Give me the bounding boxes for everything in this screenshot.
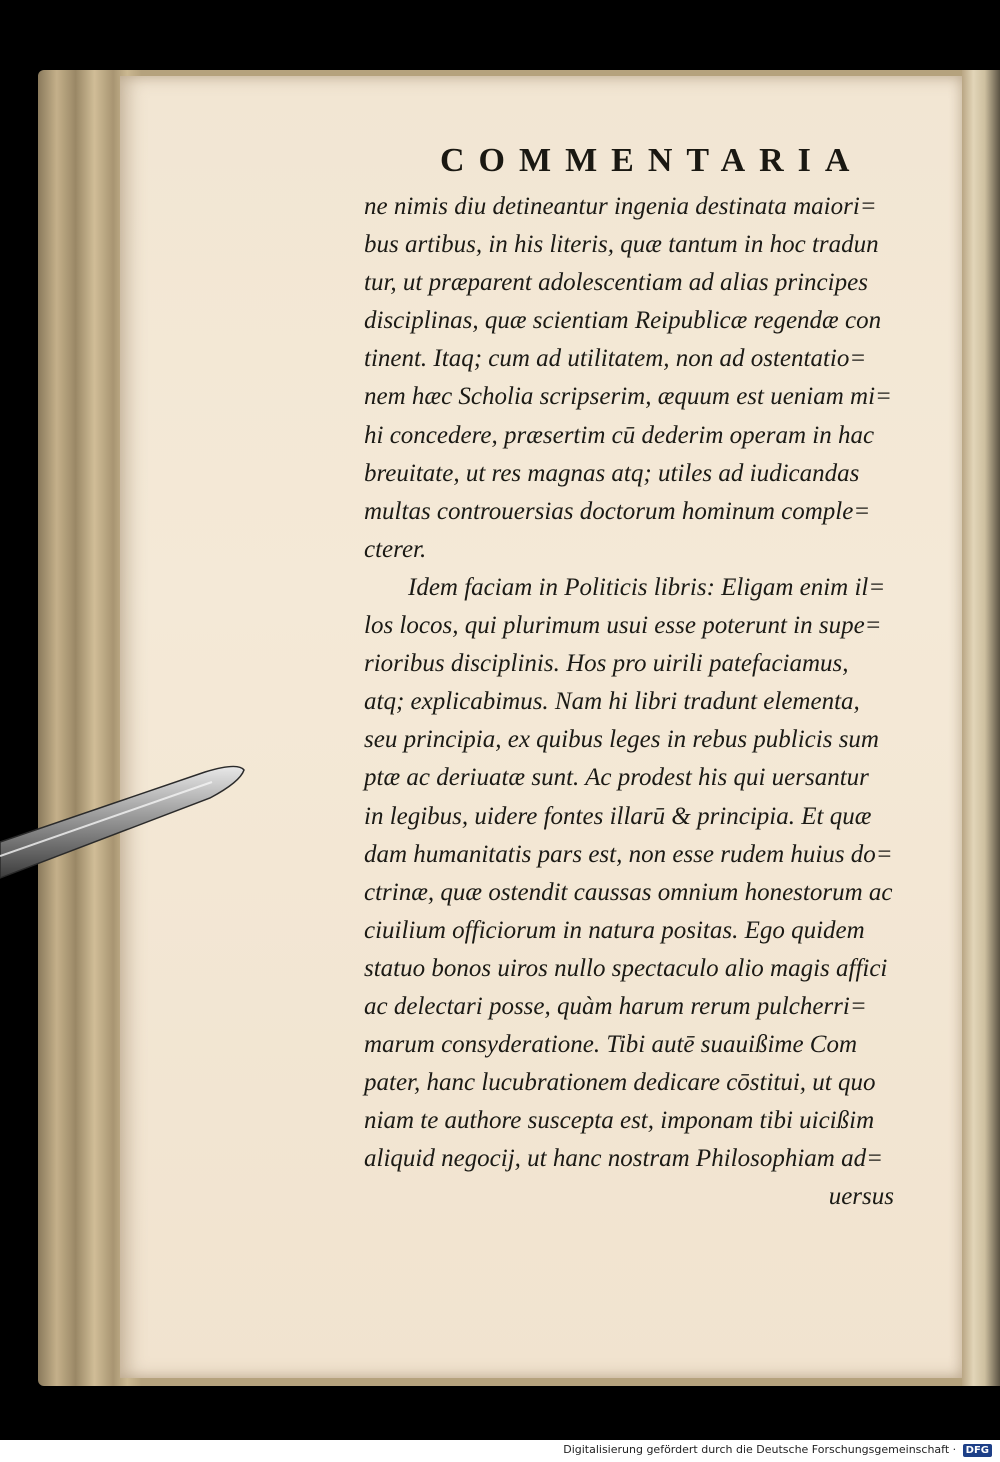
text-line: ne nimis diu detineantur ingenia destinata maiori= [364, 193, 877, 220]
text-line: tinent. Itaq; cum ad utilitatem, non ad ostentatio= [364, 345, 867, 373]
text-line: rioribus disciplinis. Hos pro uirili patefaciamus, [364, 650, 849, 678]
text-line: niam te authore suscepta est, imponam tibi uicißim [364, 1107, 875, 1135]
footer-credit: Digitalisierung gefördert durch die Deutsche Forschungsgemeinschaft · DFG [563, 1443, 992, 1457]
text-line: bus artibus, in his literis, quæ tantum in hoc tradun [364, 231, 879, 259]
text-line: multas controuersias doctorum hominum comple= [364, 497, 871, 525]
text-line: breuitate, ut res magnas atq; utiles ad iudicandas [364, 459, 860, 487]
running-head: COMMENTARIA [440, 142, 864, 179]
text-line: in legibus, uidere fontes illarū & principia. Et quæ [364, 802, 872, 830]
footer-credit-text: Digitalisierung gefördert durch die Deutsche Forschungsgemeinschaft [563, 1443, 950, 1456]
text-line: statuo bonos uiros nullo spectaculo alio magis affici [364, 954, 888, 982]
text-line: Idem faciam in Politicis libris: Eligam enim il= [408, 573, 886, 601]
facing-page-edge [962, 70, 1000, 1386]
text-line: ctrinæ, quæ ostendit caussas omnium honestorum ac [364, 878, 893, 906]
text-line: hi concedere, præsertim cū dederim operam in hac [364, 421, 875, 449]
text-line: seu principia, ex quibus leges in rebus publicis sum [364, 726, 879, 754]
dfg-logo: DFG [963, 1444, 992, 1457]
catchword: uersus [828, 1183, 894, 1211]
text-line: tur, ut præparent adolescentiam ad alias principes [364, 269, 868, 297]
text-line: ptæ ac deriuatæ sunt. Ac prodest his qui uersantur [364, 764, 869, 792]
text-line: cterer. [364, 535, 427, 563]
text-line: disciplinas, quæ scientiam Reipublicæ regendæ con [364, 307, 882, 335]
text-line: los locos, qui plurimum usui esse poterunt in supe= [364, 612, 882, 640]
text-line: ac delectari posse, quàm harum rerum pulcherri= [364, 992, 867, 1020]
book-page [120, 76, 962, 1378]
text-line: marum consyderatione. Tibi autē suauißime Com [364, 1031, 858, 1059]
text-line: ciuilium officiorum in natura positas. Ego quidem [364, 916, 865, 944]
text-line: dam humanitatis pars est, non esse rudem huius do= [364, 840, 893, 868]
text-line: atq; explicabimus. Nam hi libri tradunt elementa, [364, 688, 860, 716]
page-pointer-icon [0, 760, 250, 890]
text-line: pater, hanc lucubrationem dedicare cōstitui, ut quo [364, 1069, 876, 1097]
text-line: aliquid negocij, ut hanc nostram Philosophiam ad= [364, 1145, 883, 1173]
text-line: nem hæc Scholia scripserim, æquum est ueniam mi= [364, 383, 892, 411]
page-text [364, 188, 894, 1217]
